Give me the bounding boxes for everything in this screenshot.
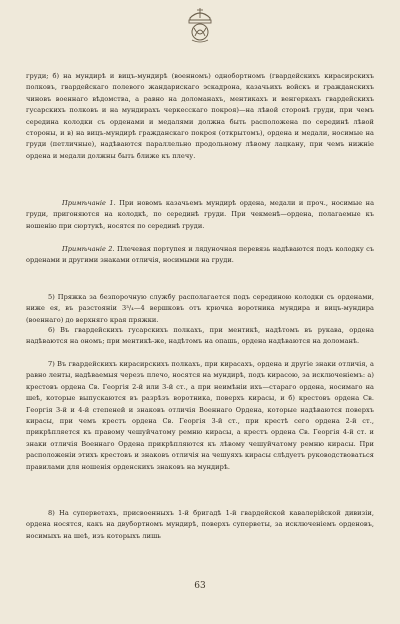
- note-2: [26, 244, 374, 267]
- page-number: 63: [194, 581, 206, 591]
- paragraph-1: груди; б) на мундирѣ и вицъ-мундирѣ (военномъ) однобортномъ (гвардейскихъ кирасирскихъ полковъ, гвардейскаго полевого жандарискаго эскадрона, казачьихъ войскъ и гражданскихъ чиновъ военнаго вѣдомства, а равно на доломанахъ, ментикахъ и венгеркахъ гвардейскихъ гусарскихъ полковъ и на мундирахъ черкесскаго покроя)—на лѣвой сторонѣ груди, при чемъ середина колодки съ орденами и медалями должна быть расположена по серединѣ лѣвой стороны, и в) на вицъ-мундирѣ гражданскаго покроя (открытомъ), ордена и медали, носимые на груди (петличные), надѣваются параллельно продольному лѣвому лацкану, при чемъ нижніе ордена и медали должны быть ближе къ плечу.: [26, 72, 374, 160]
- note-1-text: При новомъ казачьемъ мундирѣ ордена, медали и проч., носимые на груди, пригоняются на колодкѣ, по серединѣ груди. При чекменѣ—ордена, полагаемые къ ношенію при сюртукѣ, носятся по серединѣ груди.: [26, 199, 374, 230]
- paragraph-continuation: [26, 71, 374, 162]
- paragraph-5: 5) Пряжка за безпорочную службу располагается подъ серединою колодки съ орденами, ниже ея, въ разстояніи 3³/₄—4 вершковъ отъ крючка воротника мундира и вицъ-мундира (военнаго) до верхняго края пряжки.: [26, 293, 374, 324]
- note-1-label: Примѣчаніе 1.: [62, 199, 116, 207]
- paragraph-8: 8) На суперветахъ, присвоенныхъ 1-й бригадѣ 1-й гвардейской кавалерійской дивизіи, ордена носятся, какъ на двубортномъ мундирѣ, поверхъ суперветы, за исключеніемъ орденовъ, носимыхъ на шеѣ, изъ которыхъ лишь: [26, 509, 374, 540]
- imperial-crown-monogram-icon: [182, 6, 218, 44]
- paragraph-6-block: [26, 325, 374, 348]
- paragraph-7: 7) Въ гвардейскихъ кирасирскихъ полкахъ, при кирасахъ, ордена и другіе знаки отличія, а равно ленты, надѣваемыя черезъ плечо, носятся на мундирѣ, подъ кирасою, за исключеніемъ: а) крестовъ ордена Св. Георгія 2-й или 3-й ст., а при неимѣніи ихъ—стараго ордена, носимаго на шеѣ, которые выпускаются въ разрѣзъ воротника, поверхъ кирасы, и б) крестовъ ордена Св. Георгія 3-й и 4-й степеней и знаковъ отличія Военнаго Ордена, которые надѣваются поверхъ кирасы, при чемъ крестъ ордена Св. Георгія 3-й ст., при крестѣ сего ордена 2-й ст., прикрѣпляется къ правому чешуйчатому ремню кирасы, а крестъ ордена Св. Георгія 4-й ст. и знаки отличія Военнаго Ордена прикрѣпляются къ лѣвому чешуйчатому ремню кирасы. При расположеніи этихъ крестовъ и знаковъ отличія на чешуяхъ кирасы слѣдуетъ руководствоваться правилами для ношенія орденскихъ знаковъ на мундирѣ.: [26, 360, 374, 471]
- note-2-text: Плечевая портупея и лядуночная перевязь надѣваются подъ колодку съ орденами и другими знаками отличія, носимыми на груди.: [26, 245, 374, 265]
- paragraph-8-block: [26, 508, 374, 542]
- paragraph-5-block: [26, 292, 374, 326]
- note-1: [26, 198, 374, 232]
- paragraph-7-block: [26, 359, 374, 473]
- paragraph-6: 6) Въ гвардейскихъ гусарскихъ полкахъ, при ментикѣ, надѣтомъ въ рукава, ордена надѣваются на ономъ; при ментикѣ-же, надѣтомъ на опашь, ордена надѣваются на доломанѣ.: [26, 326, 374, 346]
- note-2-label: Примѣчаніе 2.: [62, 245, 115, 253]
